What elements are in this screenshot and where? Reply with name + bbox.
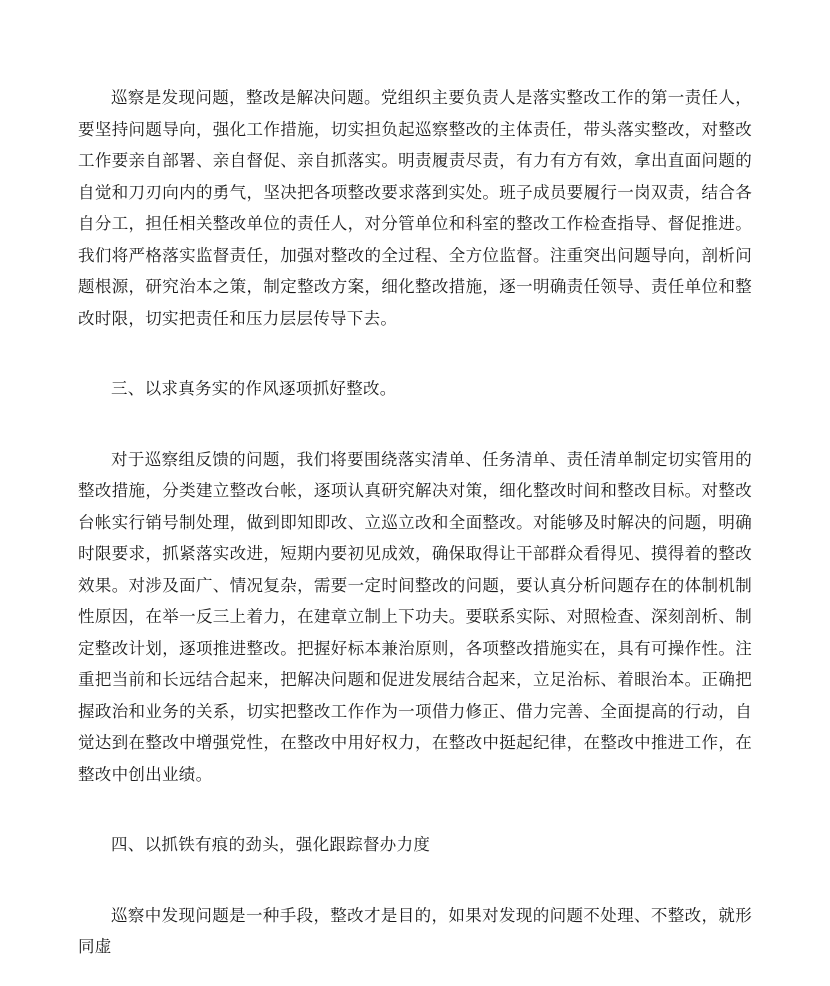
paragraph-3: 巡察中发现问题是一种手段，整改才是目的，如果对发现的问题不处理、不整改，就形同虚 — [78, 905, 752, 956]
section-heading-4: 四、以抓铁有痕的劲头，强化跟踪督办力度 — [111, 835, 431, 854]
document-page — [78, 82, 752, 963]
section-heading-3: 三、以求真务实的作风逐项抓好整改。 — [111, 379, 397, 398]
paragraph-1: 巡察是发现问题，整改是解决问题。党组织主要负责人是落实整改工作的第一责任人，要坚持问题导向，强化工作措施，切实担负起巡察整改的主体责任，带头落实整改，对整改工作要亲自部署、亲自督促、亲自抓落实。明责履责尽责，有力有方有效，拿出直面问题的自觉和刀刃向内的勇气，坚决把各项整改要求落到实处。班子成员要履行一岗双责，结合各自分工，担任相关整改单位的责任人，对分管单位和科室的整改工作检查指导、督促推进。我们将严格落实监督责任，加强对整改的全过程、全方位监督。注重突出问题导向，剖析问题根源，研究治本之策，制定整改方案，细化整改措施，逐一明确责任领导、责任单位和整改时限，切实把责任和压力层层传导下去。 — [78, 88, 752, 328]
paragraph-2: 对于巡察组反馈的问题，我们将要围绕落实清单、任务清单、责任清单制定切实管用的整改措施，分类建立整改台帐，逐项认真研究解决对策，细化整改时间和整改目标。对整改台帐实行销号制处理，做到即知即改、立巡立改和全面整改。对能够及时解决的问题，明确时限要求，抓紧落实改进，短期内要初见成效，确保取得让干部群众看得见、摸得着的整改效果。对涉及面广、情况复杂，需要一定时间整改的问题，要认真分析问题存在的体制机制性原因，在举一反三上着力，在建章立制上下功夫。要联系实际、对照检查、深刻剖析、制定整改计划，逐项推进整改。把握好标本兼治原则，各项整改措施实在，具有可操作性。注重把当前和长远结合起来，把解决问题和促进发展结合起来，立足治标、着眼治本。正确把握政治和业务的关系，切实把整改工作作为一项借力修正、借力完善、全面提高的行动，自觉达到在整改中增强党性，在整改中用好权力，在整改中挺起纪律，在整改中推进工作，在整改中创出业绩。 — [78, 449, 752, 784]
